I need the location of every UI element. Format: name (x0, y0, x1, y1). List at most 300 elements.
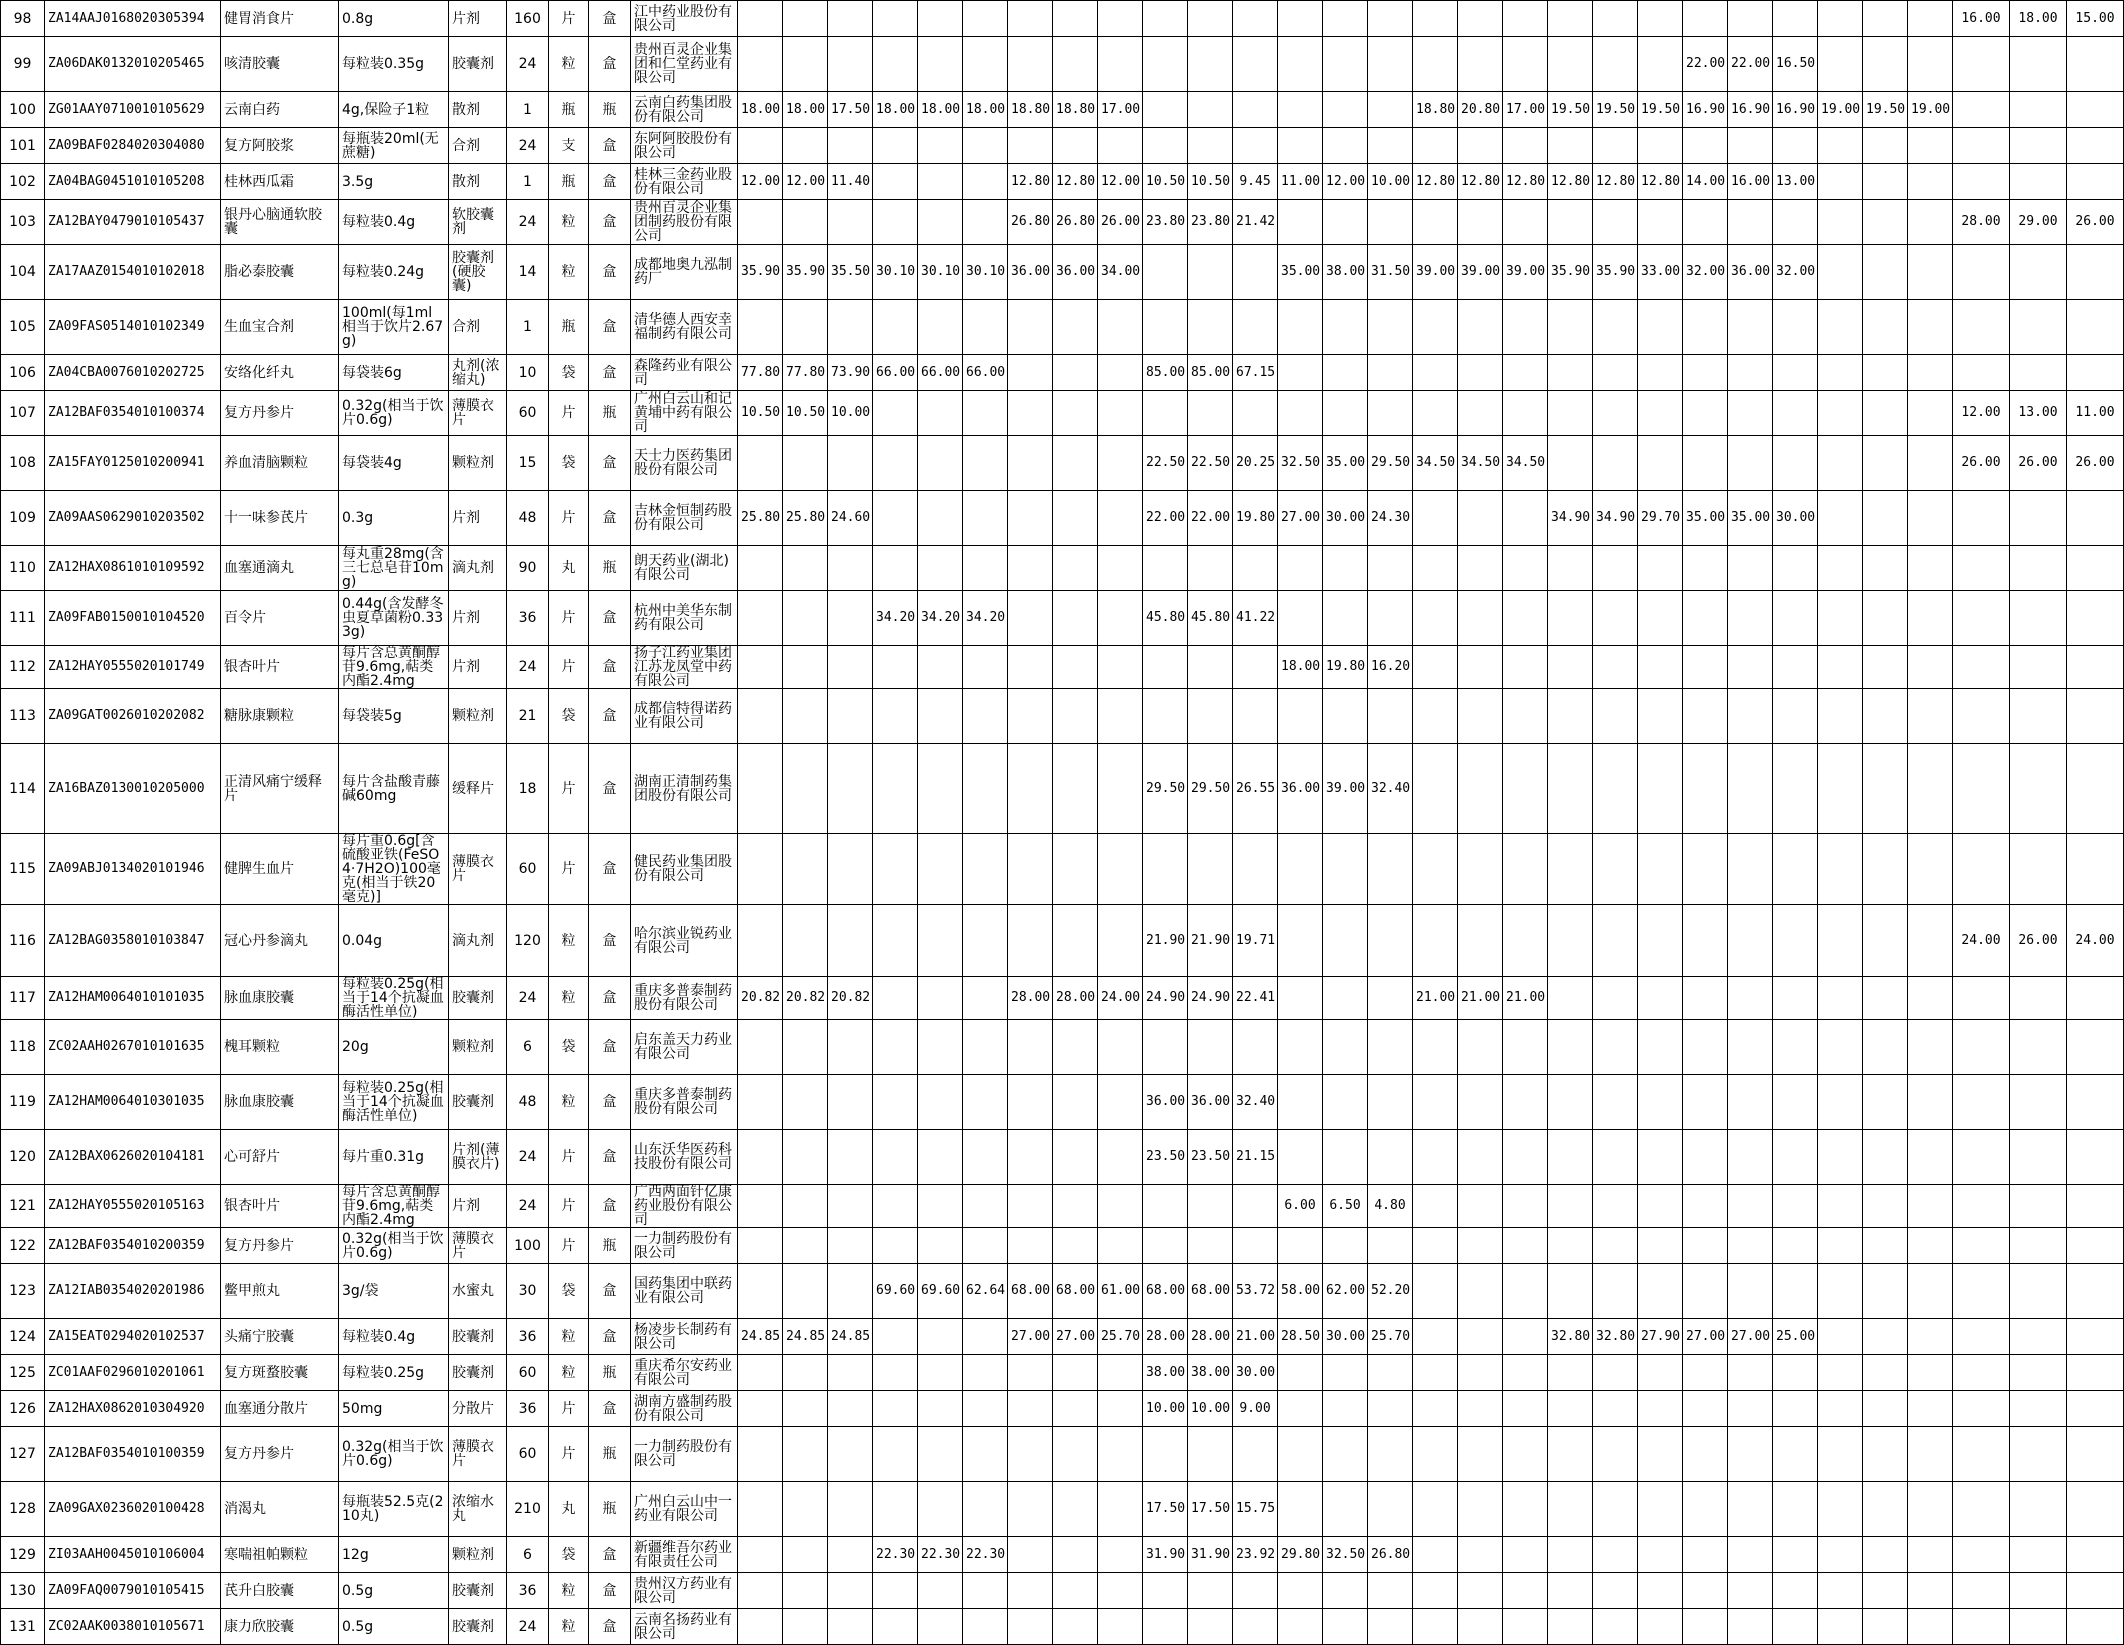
price-cell (1908, 1482, 1953, 1537)
price-cell (1278, 37, 1323, 92)
price-cell: 20.82 (828, 977, 873, 1020)
price-cell (1143, 1609, 1188, 1645)
table-body (1, 1, 2124, 1645)
price-cell (1683, 300, 1728, 355)
drug-code: ZA12BAX0626020104181 (45, 1130, 221, 1185)
price-cell (2010, 300, 2067, 355)
price-cell: 16.00 (1728, 164, 1773, 200)
price-cell (1323, 300, 1368, 355)
price-cell (1818, 744, 1863, 834)
price-cell: 28.50 (1278, 1319, 1323, 1355)
price-cell (1638, 1573, 1683, 1609)
price-cell (1008, 546, 1053, 591)
table-row (1, 1537, 2124, 1573)
drug-name: 银杏叶片 (221, 1185, 339, 1228)
price-cell (1728, 1609, 1773, 1645)
price-cell (1503, 200, 1548, 245)
price-cell (1053, 591, 1098, 646)
price-cell (1323, 1427, 1368, 1482)
price-cell (1008, 1, 1053, 37)
price-cell: 26.00 (2067, 200, 2124, 245)
price-cell (1458, 1130, 1503, 1185)
drug-code: ZA12HAM0064010101035 (45, 977, 221, 1020)
drug-code: ZA12BAF0354010100374 (45, 391, 221, 436)
price-cell (2010, 1609, 2067, 1645)
pack-unit: 盒 (589, 1185, 631, 1228)
price-cell (1548, 37, 1593, 92)
price-cell (1638, 355, 1683, 391)
price-cell (873, 391, 918, 436)
pack-unit: 瓶 (589, 546, 631, 591)
price-cell: 12.00 (1098, 164, 1143, 200)
pack-unit: 盒 (589, 1020, 631, 1075)
row-number: 108 (1, 436, 45, 491)
price-cell (918, 646, 963, 689)
pack-quantity: 1 (507, 92, 549, 128)
price-cell (1818, 646, 1863, 689)
drug-name: 心可舒片 (221, 1130, 339, 1185)
price-cell: 21.42 (1233, 200, 1278, 245)
price-cell (1593, 1609, 1638, 1645)
dosage-form: 片剂 (449, 491, 507, 546)
price-cell (1233, 1, 1278, 37)
price-cell (1458, 37, 1503, 92)
price-cell (1278, 834, 1323, 905)
price-cell (1458, 1573, 1503, 1609)
price-cell (1053, 436, 1098, 491)
dosage-form: 胶囊剂 (449, 1609, 507, 1645)
price-cell (1773, 1075, 1818, 1130)
price-cell (1818, 591, 1863, 646)
pack-unit: 盒 (589, 1609, 631, 1645)
drug-code: ZA04CBA0076010202725 (45, 355, 221, 391)
price-cell (1503, 37, 1548, 92)
price-cell (2010, 1391, 2067, 1427)
price-cell (1413, 1427, 1458, 1482)
price-cell (2010, 355, 2067, 391)
price-cell (1683, 977, 1728, 1020)
price-cell (2067, 546, 2124, 591)
price-cell (1683, 1130, 1728, 1185)
pack-quantity: 15 (507, 436, 549, 491)
price-cell (1008, 391, 1053, 436)
price-cell (2067, 1427, 2124, 1482)
price-cell (1098, 591, 1143, 646)
price-cell (828, 1185, 873, 1228)
price-cell: 21.15 (1233, 1130, 1278, 1185)
drug-code: ZA09FAQ0079010105415 (45, 1573, 221, 1609)
price-cell (1458, 1020, 1503, 1075)
row-number: 128 (1, 1482, 45, 1537)
price-cell (2067, 164, 2124, 200)
price-cell (1008, 1020, 1053, 1075)
pack-quantity: 36 (507, 1391, 549, 1427)
price-cell (1908, 1264, 1953, 1319)
price-cell (963, 1573, 1008, 1609)
price-cell (1548, 744, 1593, 834)
manufacturer: 吉林金恒制药股份有限公司 (631, 491, 738, 546)
row-number: 122 (1, 1228, 45, 1264)
price-cell (1863, 128, 1908, 164)
price-cell: 27.90 (1638, 1319, 1683, 1355)
price-cell (1593, 1573, 1638, 1609)
price-cell (873, 1185, 918, 1228)
price-cell (1683, 744, 1728, 834)
min-unit: 片 (549, 1391, 589, 1427)
price-cell (1368, 200, 1413, 245)
price-cell (828, 546, 873, 591)
price-cell (1188, 128, 1233, 164)
price-cell: 19.71 (1233, 905, 1278, 977)
price-cell: 20.80 (1458, 92, 1503, 128)
specification: 4g,保险子1粒 (339, 92, 449, 128)
price-cell (1368, 37, 1413, 92)
price-cell (2010, 1228, 2067, 1264)
price-cell: 22.00 (1728, 37, 1773, 92)
price-cell: 10.50 (1143, 164, 1188, 200)
price-cell (873, 436, 918, 491)
price-cell (1458, 300, 1503, 355)
price-cell (1728, 1075, 1773, 1130)
price-cell: 52.20 (1368, 1264, 1413, 1319)
price-cell (1188, 689, 1233, 744)
price-cell (1773, 200, 1818, 245)
price-cell: 68.00 (1008, 1264, 1053, 1319)
price-cell: 22.30 (873, 1537, 918, 1573)
price-cell (1503, 1427, 1548, 1482)
price-cell (1053, 1482, 1098, 1537)
price-cell (1098, 1355, 1143, 1391)
price-cell (1818, 905, 1863, 977)
pack-unit: 盒 (589, 905, 631, 977)
price-cell (738, 1391, 783, 1427)
price-cell (1638, 37, 1683, 92)
price-cell (1683, 200, 1728, 245)
price-cell (828, 834, 873, 905)
table-row (1, 1264, 2124, 1319)
price-cell (2067, 355, 2124, 391)
price-cell: 66.00 (963, 355, 1008, 391)
manufacturer: 湖南正清制药集团股份有限公司 (631, 744, 738, 834)
price-cell (1503, 1075, 1548, 1130)
price-cell: 12.80 (1548, 164, 1593, 200)
price-cell (1458, 744, 1503, 834)
price-cell: 11.40 (828, 164, 873, 200)
drug-code: ZG01AAY0710010105629 (45, 92, 221, 128)
price-cell: 10.50 (738, 391, 783, 436)
price-cell (2010, 245, 2067, 300)
price-cell: 10.50 (783, 391, 828, 436)
price-cell (963, 834, 1008, 905)
price-cell (1548, 1075, 1593, 1130)
price-cell (1368, 92, 1413, 128)
price-cell (2067, 744, 2124, 834)
price-cell (1683, 1427, 1728, 1482)
price-cell (1413, 1609, 1458, 1645)
drug-name: 咳清胶囊 (221, 37, 339, 92)
price-cell (1683, 1482, 1728, 1537)
price-cell (1368, 1228, 1413, 1264)
price-cell (1593, 1482, 1638, 1537)
price-cell (1323, 1573, 1368, 1609)
price-cell: 12.00 (1953, 391, 2010, 436)
price-cell: 38.00 (1188, 1355, 1233, 1391)
manufacturer: 江中药业股份有限公司 (631, 1, 738, 37)
price-cell (1593, 1185, 1638, 1228)
price-cell (1953, 128, 2010, 164)
price-cell (1413, 128, 1458, 164)
price-cell: 30.00 (1233, 1355, 1278, 1391)
price-cell (1143, 1020, 1188, 1075)
price-cell (1503, 1355, 1548, 1391)
price-cell: 24.00 (1098, 977, 1143, 1020)
price-cell: 35.90 (1548, 245, 1593, 300)
price-cell (2010, 646, 2067, 689)
price-cell: 19.80 (1323, 646, 1368, 689)
price-cell (1503, 1228, 1548, 1264)
drug-name: 康力欣胶囊 (221, 1609, 339, 1645)
drug-name: 复方阿胶浆 (221, 128, 339, 164)
drug-code: ZA12HAX0861010109592 (45, 546, 221, 591)
drug-name: 健脾生血片 (221, 834, 339, 905)
price-cell (1818, 200, 1863, 245)
price-cell (1098, 37, 1143, 92)
price-cell (1548, 1228, 1593, 1264)
price-cell (1143, 391, 1188, 436)
drug-code: ZA09BAF0284020304080 (45, 128, 221, 164)
price-cell (1053, 300, 1098, 355)
price-cell (783, 834, 828, 905)
price-cell: 16.90 (1728, 92, 1773, 128)
price-cell (1638, 905, 1683, 977)
price-cell (1008, 1075, 1053, 1130)
price-cell (1683, 646, 1728, 689)
specification: 每粒装0.24g (339, 245, 449, 300)
price-cell (1368, 834, 1413, 905)
price-cell (1323, 1355, 1368, 1391)
price-cell (1053, 744, 1098, 834)
price-cell (1413, 1, 1458, 37)
price-cell: 24.85 (828, 1319, 873, 1355)
drug-name: 十一味参芪片 (221, 491, 339, 546)
price-cell (1458, 546, 1503, 591)
dosage-form: 片剂 (449, 591, 507, 646)
price-cell (1593, 1130, 1638, 1185)
price-cell: 13.00 (1773, 164, 1818, 200)
min-unit: 片 (549, 1, 589, 37)
price-cell (918, 744, 963, 834)
price-cell: 68.00 (1053, 1264, 1098, 1319)
pack-quantity: 100 (507, 1228, 549, 1264)
price-cell (738, 1020, 783, 1075)
price-cell (1278, 1020, 1323, 1075)
price-cell (873, 1391, 918, 1427)
price-cell (1908, 164, 1953, 200)
price-cell (1773, 1130, 1818, 1185)
pack-quantity: 210 (507, 1482, 549, 1537)
dosage-form: 薄膜衣片 (449, 834, 507, 905)
price-cell (1818, 834, 1863, 905)
price-cell (738, 1482, 783, 1537)
price-cell (1503, 591, 1548, 646)
price-cell: 20.25 (1233, 436, 1278, 491)
row-number: 109 (1, 491, 45, 546)
price-cell (2010, 546, 2067, 591)
pack-quantity: 24 (507, 37, 549, 92)
price-cell (1008, 300, 1053, 355)
price-cell (2010, 834, 2067, 905)
price-cell (918, 1427, 963, 1482)
price-cell: 69.60 (873, 1264, 918, 1319)
price-cell (738, 1185, 783, 1228)
price-cell (1143, 1573, 1188, 1609)
row-number: 114 (1, 744, 45, 834)
price-cell (2067, 1609, 2124, 1645)
price-cell: 10.00 (1188, 1391, 1233, 1427)
price-cell (1908, 245, 1953, 300)
price-cell: 12.80 (1593, 164, 1638, 200)
price-cell (828, 1609, 873, 1645)
price-cell: 21.00 (1458, 977, 1503, 1020)
price-cell (1008, 1130, 1053, 1185)
price-cell: 19.50 (1638, 92, 1683, 128)
row-number: 130 (1, 1573, 45, 1609)
price-cell (1953, 1264, 2010, 1319)
table-row (1, 391, 2124, 436)
price-cell (873, 37, 918, 92)
price-cell (918, 1355, 963, 1391)
price-cell: 34.50 (1458, 436, 1503, 491)
price-cell (783, 689, 828, 744)
pack-quantity: 21 (507, 689, 549, 744)
min-unit: 粒 (549, 1319, 589, 1355)
price-cell (2010, 164, 2067, 200)
price-cell (1638, 1482, 1683, 1537)
specification: 100ml(每1ml相当于饮片2.67g) (339, 300, 449, 355)
pack-unit: 盒 (589, 200, 631, 245)
price-cell (1278, 1391, 1323, 1427)
price-cell (1638, 391, 1683, 436)
price-cell (1908, 834, 1953, 905)
price-cell (1728, 646, 1773, 689)
price-cell (738, 37, 783, 92)
pack-unit: 盒 (589, 591, 631, 646)
drug-name: 冠心丹参滴丸 (221, 905, 339, 977)
price-cell (2067, 491, 2124, 546)
price-cell: 27.00 (1008, 1319, 1053, 1355)
drug-code: ZA12BAY0479010105437 (45, 200, 221, 245)
pack-quantity: 24 (507, 128, 549, 164)
price-cell (1818, 1264, 1863, 1319)
price-cell (1233, 128, 1278, 164)
price-cell: 35.00 (1323, 436, 1368, 491)
price-cell (1413, 905, 1458, 977)
price-cell (783, 1020, 828, 1075)
price-cell (1053, 1020, 1098, 1075)
price-cell (1098, 646, 1143, 689)
pack-unit: 盒 (589, 245, 631, 300)
drug-name: 槐耳颗粒 (221, 1020, 339, 1075)
price-cell (828, 1264, 873, 1319)
price-cell: 21.90 (1143, 905, 1188, 977)
table-row (1, 1185, 2124, 1228)
price-cell (1323, 905, 1368, 977)
manufacturer: 重庆多普泰制药股份有限公司 (631, 977, 738, 1020)
price-cell (1593, 1075, 1638, 1130)
min-unit: 粒 (549, 1355, 589, 1391)
price-cell (1008, 1573, 1053, 1609)
price-cell (1233, 300, 1278, 355)
price-cell: 16.50 (1773, 37, 1818, 92)
price-cell: 17.50 (1143, 1482, 1188, 1537)
price-cell (2010, 689, 2067, 744)
price-cell (1953, 491, 2010, 546)
price-cell (1683, 905, 1728, 977)
price-cell (1863, 1319, 1908, 1355)
price-cell (1593, 200, 1638, 245)
dosage-form: 胶囊剂 (449, 1319, 507, 1355)
price-cell (1863, 1185, 1908, 1228)
price-cell (2067, 1228, 2124, 1264)
table-row (1, 1, 2124, 37)
price-cell (1233, 1573, 1278, 1609)
price-cell (963, 37, 1008, 92)
dosage-form: 滴丸剂 (449, 546, 507, 591)
price-cell (1818, 1355, 1863, 1391)
price-cell (783, 905, 828, 977)
price-cell (918, 1609, 963, 1645)
price-cell (1818, 1573, 1863, 1609)
price-cell: 85.00 (1143, 355, 1188, 391)
price-cell (1278, 1355, 1323, 1391)
price-cell (1098, 744, 1143, 834)
drug-code: ZI03AAH0045010106004 (45, 1537, 221, 1573)
price-cell (1908, 1573, 1953, 1609)
price-cell (1593, 834, 1638, 905)
price-cell (1503, 834, 1548, 905)
price-cell (1908, 1391, 1953, 1427)
price-cell (738, 128, 783, 164)
price-cell (1413, 1185, 1458, 1228)
price-cell: 25.00 (1773, 1319, 1818, 1355)
price-cell (2067, 1130, 2124, 1185)
price-cell (1413, 1264, 1458, 1319)
price-cell (1818, 300, 1863, 355)
drug-name: 云南白药 (221, 92, 339, 128)
manufacturer: 贵州百灵企业集团制药股份有限公司 (631, 200, 738, 245)
price-cell (1773, 1482, 1818, 1537)
price-cell (1008, 1185, 1053, 1228)
manufacturer: 一力制药股份有限公司 (631, 1427, 738, 1482)
price-cell (1098, 391, 1143, 436)
price-cell (1143, 834, 1188, 905)
price-cell (2067, 977, 2124, 1020)
row-number: 129 (1, 1537, 45, 1573)
price-cell (1503, 1573, 1548, 1609)
price-cell (2010, 1319, 2067, 1355)
price-cell (1863, 905, 1908, 977)
drug-code: ZA12HAM0064010301035 (45, 1075, 221, 1130)
price-cell (1323, 546, 1368, 591)
price-cell (1098, 436, 1143, 491)
price-cell: 18.00 (963, 92, 1008, 128)
price-cell (1053, 491, 1098, 546)
row-number: 113 (1, 689, 45, 744)
price-cell (1143, 92, 1188, 128)
price-cell (1503, 744, 1548, 834)
price-cell (1413, 37, 1458, 92)
price-cell: 28.00 (1008, 977, 1053, 1020)
